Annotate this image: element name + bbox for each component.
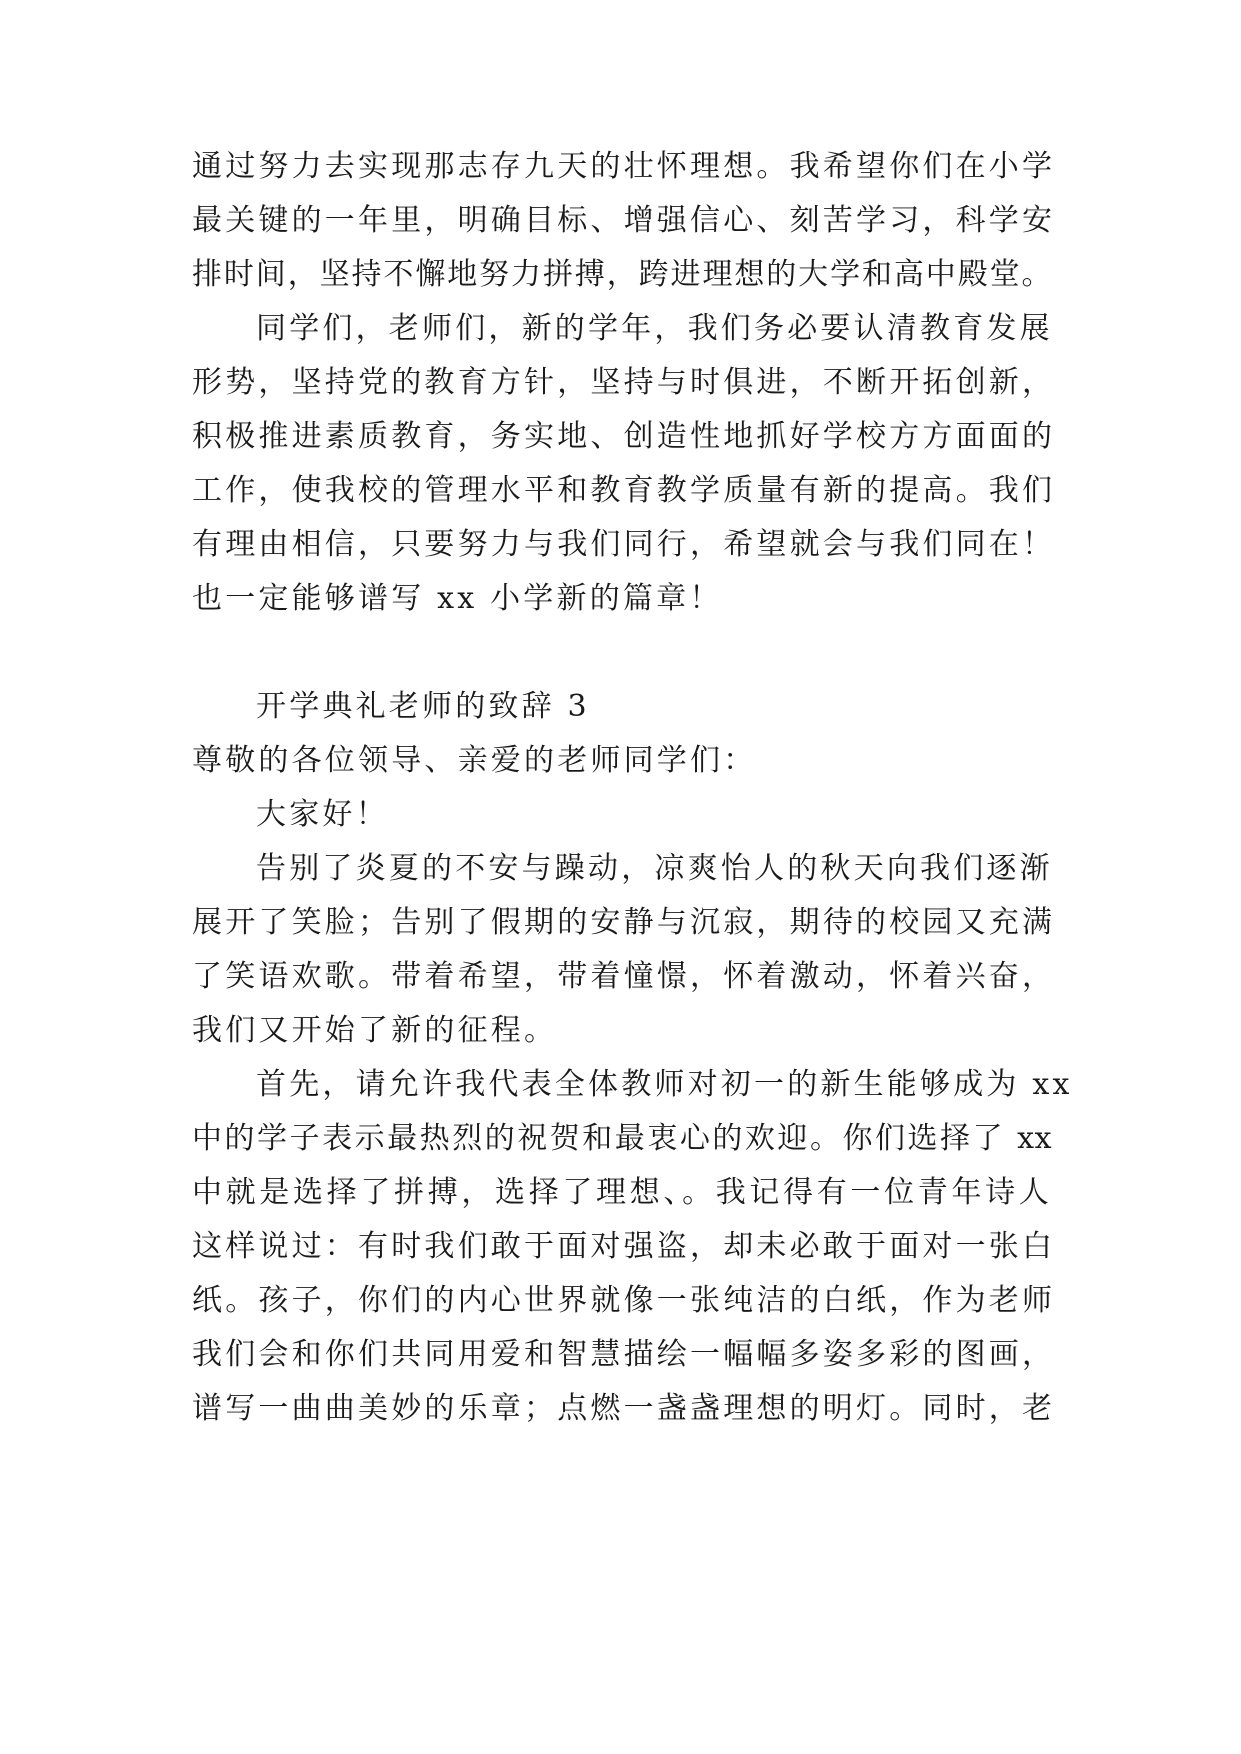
paragraph-line: 最关键的一年里，明确目标、增强信心、刻苦学习，科学安 xyxy=(192,203,1056,238)
paragraph-line: 中就是选择了拼搏，选择了理想、。我记得有一位青年诗人 xyxy=(192,1175,1052,1210)
paragraph-line: 通过努力去实现那志存九天的壮怀理想。我希望你们在小学 xyxy=(192,149,1056,184)
paragraph-line: 了笑语欢歌。带着希望，带着憧憬，怀着激动，怀着兴奋， xyxy=(192,959,1056,994)
paragraph-line: 同学们，老师们，新的学年，我们务必要认清教育发展 xyxy=(256,311,1053,346)
paragraph-line: 谱写一曲曲美妙的乐章；点燃一盏盏理想的明灯。同时，老 xyxy=(192,1391,1056,1426)
salutation: 尊敬的各位领导、亲爱的老师同学们： xyxy=(192,743,757,778)
paragraph-line: 形势，坚持党的教育方针，坚持与时俱进，不断开拓创新， xyxy=(192,365,1056,400)
paragraph-line: 我们会和你们共同用爱和智慧描绘一幅幅多姿多彩的图画， xyxy=(192,1337,1056,1372)
paragraph-line: 有理由相信，只要努力与我们同行，希望就会与我们同在！ xyxy=(192,527,1056,562)
paragraph-line: 中的学子表示最热烈的祝贺和最衷心的欢迎。你们选择了 xx xyxy=(192,1121,1052,1156)
greeting: 大家好！ xyxy=(256,797,389,832)
paragraph-line: 告别了炎夏的不安与躁动，凉爽怡人的秋天向我们逐渐 xyxy=(256,851,1053,886)
paragraph-line: 纸。孩子，你们的内心世界就像一张纯洁的白纸，作为老师 xyxy=(192,1283,1056,1318)
section-title: 开学典礼老师的致辞 3 xyxy=(256,689,590,724)
paragraph-line: 排时间，坚持不懈地努力拼搏，跨进理想的大学和高中殿堂。 xyxy=(192,257,1052,292)
paragraph-line: 工作，使我校的管理水平和教育教学质量有新的提高。我们 xyxy=(192,473,1056,508)
paragraph-line: 积极推进素质教育，务实地、创造性地抓好学校方方面面的 xyxy=(192,419,1056,454)
paragraph-line: 这样说过：有时我们敢于面对强盗，却未必敢于面对一张白 xyxy=(192,1229,1056,1264)
paragraph-line: 也一定能够谱写 xx 小学新的篇章！ xyxy=(192,581,723,616)
paragraph-line: 展开了笑脸；告别了假期的安静与沉寂，期待的校园又充满 xyxy=(192,905,1056,940)
paragraph-line: 我们又开始了新的征程。 xyxy=(192,1013,558,1048)
paragraph-line: 首先，请允许我代表全体教师对初一的新生能够成为 xx xyxy=(256,1067,1073,1102)
